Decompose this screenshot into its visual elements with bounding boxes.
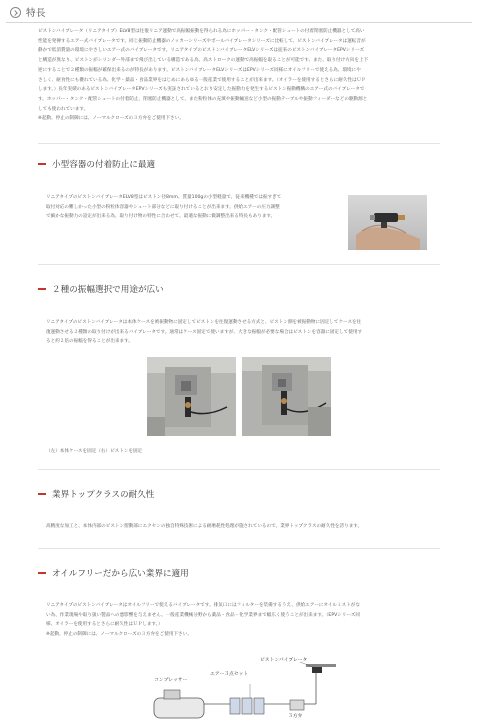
section-title bbox=[38, 567, 189, 579]
section-line: い為、作業現場や取り扱い製品への悪影響を与えません。一般産業機械分野から薬品・食品・化学業界まで幅広く使うことが出来ます。（EPVシリーズ同 bbox=[46, 612, 360, 618]
photo-caption: （左）本体ケースを固定（右）ピストンを固定 bbox=[46, 449, 143, 454]
section-dash-icon bbox=[38, 493, 46, 494]
section-title bbox=[38, 283, 164, 295]
section-line: リニアタイプのピストンバイブレータはオイルフリーで使えるバイブレータです。排気口にはフィルターを装備するうえ、供給エアーにオイルミストがな bbox=[46, 603, 360, 608]
intro-line: 性能を発揮するエアー式バイブレータです。同じ振動防止機器のノッカーシリーズやボールバイブレータシリーズに比較して、ピストンバイブレータは運転音が bbox=[38, 38, 366, 44]
intro-line: ピストンバイブレータ（リニアタイプ）ELV8型は往復リニア運動で高振幅振動を得られる為にホッパー・タンク・配管シュートの付着閉塞防止機器として高い bbox=[38, 29, 365, 34]
product-in-hand-photo bbox=[348, 195, 427, 250]
section-title-text: 小型容器の付着防止に最適 bbox=[52, 160, 156, 170]
section-divider bbox=[38, 264, 440, 265]
diagram-label-vibrator: ピストンバイブレータ bbox=[260, 658, 308, 663]
section-paragraph bbox=[46, 318, 446, 347]
piston-fixed-photo bbox=[242, 357, 331, 436]
diagram-label-valve: ３方弁 bbox=[288, 714, 303, 719]
section-paragraph bbox=[46, 601, 446, 640]
section-line: 復運動させる２種類の取り付けが出来るバイブレータです。通常はケース固定で使いますが、大きな振幅が必要な場合はピストンを容器に固定して使用す bbox=[46, 329, 363, 335]
section-title bbox=[38, 488, 154, 500]
section-title-text: オイルフリーだから広い業界に適用 bbox=[52, 569, 189, 579]
section-line: 高精度な加工と、本体内部のピストン摺動部にエクセンの独自特殊技術による耐磨耗性処理が施されているので、業界トップクラスの耐久性を誇ります。 bbox=[46, 524, 363, 529]
section-note: ※起動、停止の制御には、ノーマルクローズの３方弁をご使用下さい。 bbox=[46, 632, 192, 638]
case-fixed-photo bbox=[147, 357, 236, 436]
section-dash-icon bbox=[38, 572, 46, 573]
section-dash-icon bbox=[38, 163, 46, 164]
header-divider bbox=[6, 22, 472, 23]
section-line: 様、オイラーを使用するとさらに耐久性はＵＰします。） bbox=[46, 622, 163, 628]
intro-line: しても使われています。 bbox=[38, 106, 89, 112]
piping-diagram bbox=[150, 654, 340, 720]
section-line: で細かな振動力の設定が出来る為、取り付け物の特性に合わせて、最適な振動に微調整出来る特長もあります。 bbox=[46, 214, 276, 220]
section-line: リニアタイプのピストンバイブレータELV8型はピストン径8mm、質量100gの小型軽量で、従来機種では振すぎて bbox=[46, 195, 282, 200]
section-divider bbox=[38, 143, 440, 144]
section-header bbox=[10, 5, 46, 19]
section-title bbox=[38, 158, 155, 170]
intro-line: と構造が異なり、ピストンがシリンダー外部まで飛び出している構造である為、高ストロークの運動で高振幅を取ることが可能です。また、取り付け方向を上下 bbox=[38, 58, 369, 64]
page-title: 特長 bbox=[26, 8, 47, 19]
intro-line: します。）長年実績のあるピストンバイブレータEPVシリーズも実証されているとおり安定した振動力を発生するピストン振動機構のエアー式のバイブレータで bbox=[38, 87, 365, 93]
diagram-label-compressor: コンプレッサー bbox=[154, 678, 188, 683]
section-line: ると約２倍の振幅を得ることが出来ます。 bbox=[46, 339, 133, 345]
section-line: 取付対応の難しかった小型の粉粒体容器やシュート部分などに取り付けることが出来ます。供給エアーの圧力調整 bbox=[46, 204, 280, 210]
chevron-circle-icon bbox=[10, 7, 21, 18]
intro-note: ※起動、停止の制御には、ノーマルクローズの３方弁をご使用下さい。 bbox=[38, 116, 184, 122]
section-paragraph bbox=[46, 522, 446, 532]
section-dash-icon bbox=[38, 288, 46, 289]
intro-line: す。ホッパー・タンク・配管シュートの付着防止、閉塞防止機器として、また粉粒体の充填や振動輸送など小型の振動テーブルや振動フィーダーなどの駆動源と bbox=[38, 96, 368, 102]
section-title-text: ２種の振幅選択で用途が広い bbox=[52, 285, 164, 295]
diagram-label-air-set: エアー３点セット bbox=[210, 672, 249, 677]
section-line: リニアタイプのピストンバイブレータは本体ケースを被振動物に固定してピストンを往復運動させる方式と、ピストン側を被振動物に固定してケースを往 bbox=[46, 320, 362, 325]
intro-line: 逆にすることで２種類の振幅が確保出来るのが特長があります。ピストンバイブレータELVシリーズはEPVシリーズ同様にオイルフリーで使える為、環境にや bbox=[38, 67, 361, 73]
section-title-text: 業界トップクラスの耐久性 bbox=[52, 490, 155, 500]
intro-line: さしく、耐食性にも優れている為、化学・薬品・食品業界をはじめにあらゆる一般産業で使用することが出来ます。（オイラーを使用するとさらに耐久性はＵＰ bbox=[38, 77, 366, 83]
section-divider bbox=[38, 469, 440, 470]
section-paragraph bbox=[46, 193, 336, 222]
section-divider bbox=[38, 548, 440, 549]
intro-line: 静かで低消費量の環境にやさしいエアー式のバイブレータです。リニアタイプのピストンバイブレータELVシリーズは従来のピストンバイブレータEPVシリーズ bbox=[38, 48, 365, 54]
intro-paragraph bbox=[38, 27, 440, 124]
